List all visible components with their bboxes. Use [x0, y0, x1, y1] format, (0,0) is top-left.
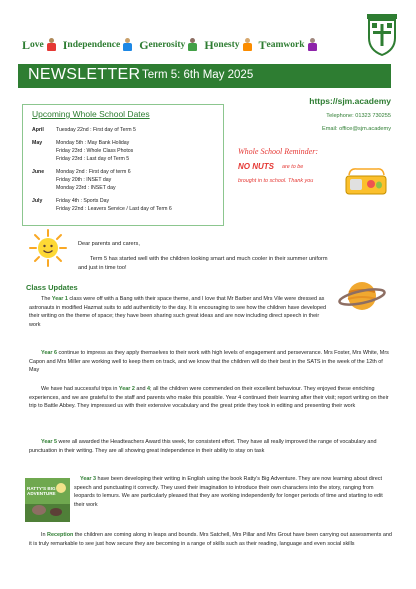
date-row: Friday 23rd : Last day of Term 5 — [56, 156, 130, 162]
honesty-figure-icon — [242, 38, 253, 52]
update-year1: The Year 1 class were off with a Bang with their space theme, and I love that Mr Barber and Mrs Vile were dressed as astronauts in modified Hazmat suits to add authenticity to the day. It is encouraging to see how the children have developed their writing on the theme of space; they have been sharing such great ideas and are now including direct speech in their work — [29, 296, 327, 329]
class-updates-heading: Class Updates — [26, 283, 78, 292]
independence-figure-icon — [122, 38, 133, 52]
update-year6: Year 6 continue to impress as they apply themselves to their work with high levels of engagement and perseverance. Mrs Foster, Mrs White, Mrs Capon and Mrs Miller are working well to keep them on track, and we know that the children will do their best in the SATS in the week of the 12th of May — [29, 350, 389, 374]
love-figure-icon — [46, 38, 57, 52]
dates-heading: Upcoming Whole School Dates — [32, 109, 150, 119]
value-independence: I ndependence — [63, 38, 139, 53]
date-row: Monday 23rd : INSET day — [56, 185, 116, 191]
term-date: Term 5: 6th May 2025 — [142, 69, 254, 81]
school-values — [22, 34, 362, 56]
date-row: April Tuesday 22nd : First day of Term 5 — [32, 127, 136, 133]
date-row: July Friday 4th : Sports Day — [32, 198, 110, 204]
teamwork-figure-icon — [307, 38, 318, 52]
email-link[interactable]: Email: office@sjm.academy — [322, 126, 391, 132]
sun-icon — [28, 228, 68, 268]
update-year5: Year 5 were all awarded the Headteachers Award this week, for consistent effort. They have all really improved the range of vocabulary and punctuation in their writing. They are all showing great independence in their ability to stay on task — [29, 439, 377, 454]
reminder-heading: Whole School Reminder: — [238, 147, 318, 156]
update-year3: Year 3 have been developing their writing in English using the book Ratty's Big Adventure. They are now learning about direct speech and punctuating it correctly. They used their imagination to introduce their own characters into the story, ranging from leopards to lemurs. We are particularly pleased that they are working independently for longer periods of time and starting to edit their work — [74, 476, 383, 509]
generosity-figure-icon — [187, 38, 198, 52]
book-cover-image — [25, 478, 70, 522]
reminder-no-nuts: NO NUTS — [238, 162, 274, 171]
newsletter-title: NEWSLETTER — [28, 66, 141, 83]
value-generosity: G enerosity — [139, 38, 204, 53]
date-row: Friday 20th : INSET day — [56, 177, 112, 183]
telephone-text: Telephone: 01323 730255 — [326, 113, 391, 119]
reminder-text-line2: brought in to school. Thank you — [238, 178, 314, 184]
lunchbox-icon — [343, 166, 389, 196]
update-year2-4: We have had successful trips in Year 2 and 4; all the children were commended on their excellent behaviour. They enjoyed these enriching experiences, and we are grateful to the staff and parents who make this possible. Year 4 continued their learning after their visit; report writing on their trip to Battle Abbey. They impressed us with their extensive vocabulary and the great pride they took in editing and presenting their work — [29, 386, 389, 410]
date-row: May Monday 5th : May Bank Holiday — [32, 140, 130, 146]
date-row: Friday 22nd : Leavers Service / Last day of Term 6 — [56, 206, 172, 212]
planet-icon — [338, 276, 386, 316]
date-row: June Monday 2nd : First day of term 6 — [32, 169, 131, 175]
greeting: Dear parents and carers, — [78, 241, 140, 247]
newsletter-banner — [18, 64, 391, 88]
value-honesty: H onesty — [204, 38, 258, 53]
reminder-text: are to be — [282, 164, 304, 170]
update-reception: In Reception the children are coming along in leaps and bounds. Mrs Satchell, Mrs Pillar and Mrs Grout have been carrying out assessments and it is truly remarkable to see just how secure they are becoming in a range of skills such as their reading, language and even social skills — [29, 532, 392, 547]
intro-paragraph: Term 5 has started well with the children looking smart and much cooler in their summer uniform and just in time too! — [78, 256, 328, 271]
value-teamwork: T eamwork — [259, 38, 324, 53]
value-love: L ove — [22, 38, 63, 53]
school-crest-icon — [365, 14, 399, 56]
book-title: RATTY'S BIG ADVENTURE — [27, 486, 56, 497]
upcoming-dates-box — [22, 104, 224, 226]
website-link[interactable]: https://sjm.academy — [309, 96, 391, 106]
date-row: Friday 23rd : Whole Class Photos — [56, 148, 134, 154]
